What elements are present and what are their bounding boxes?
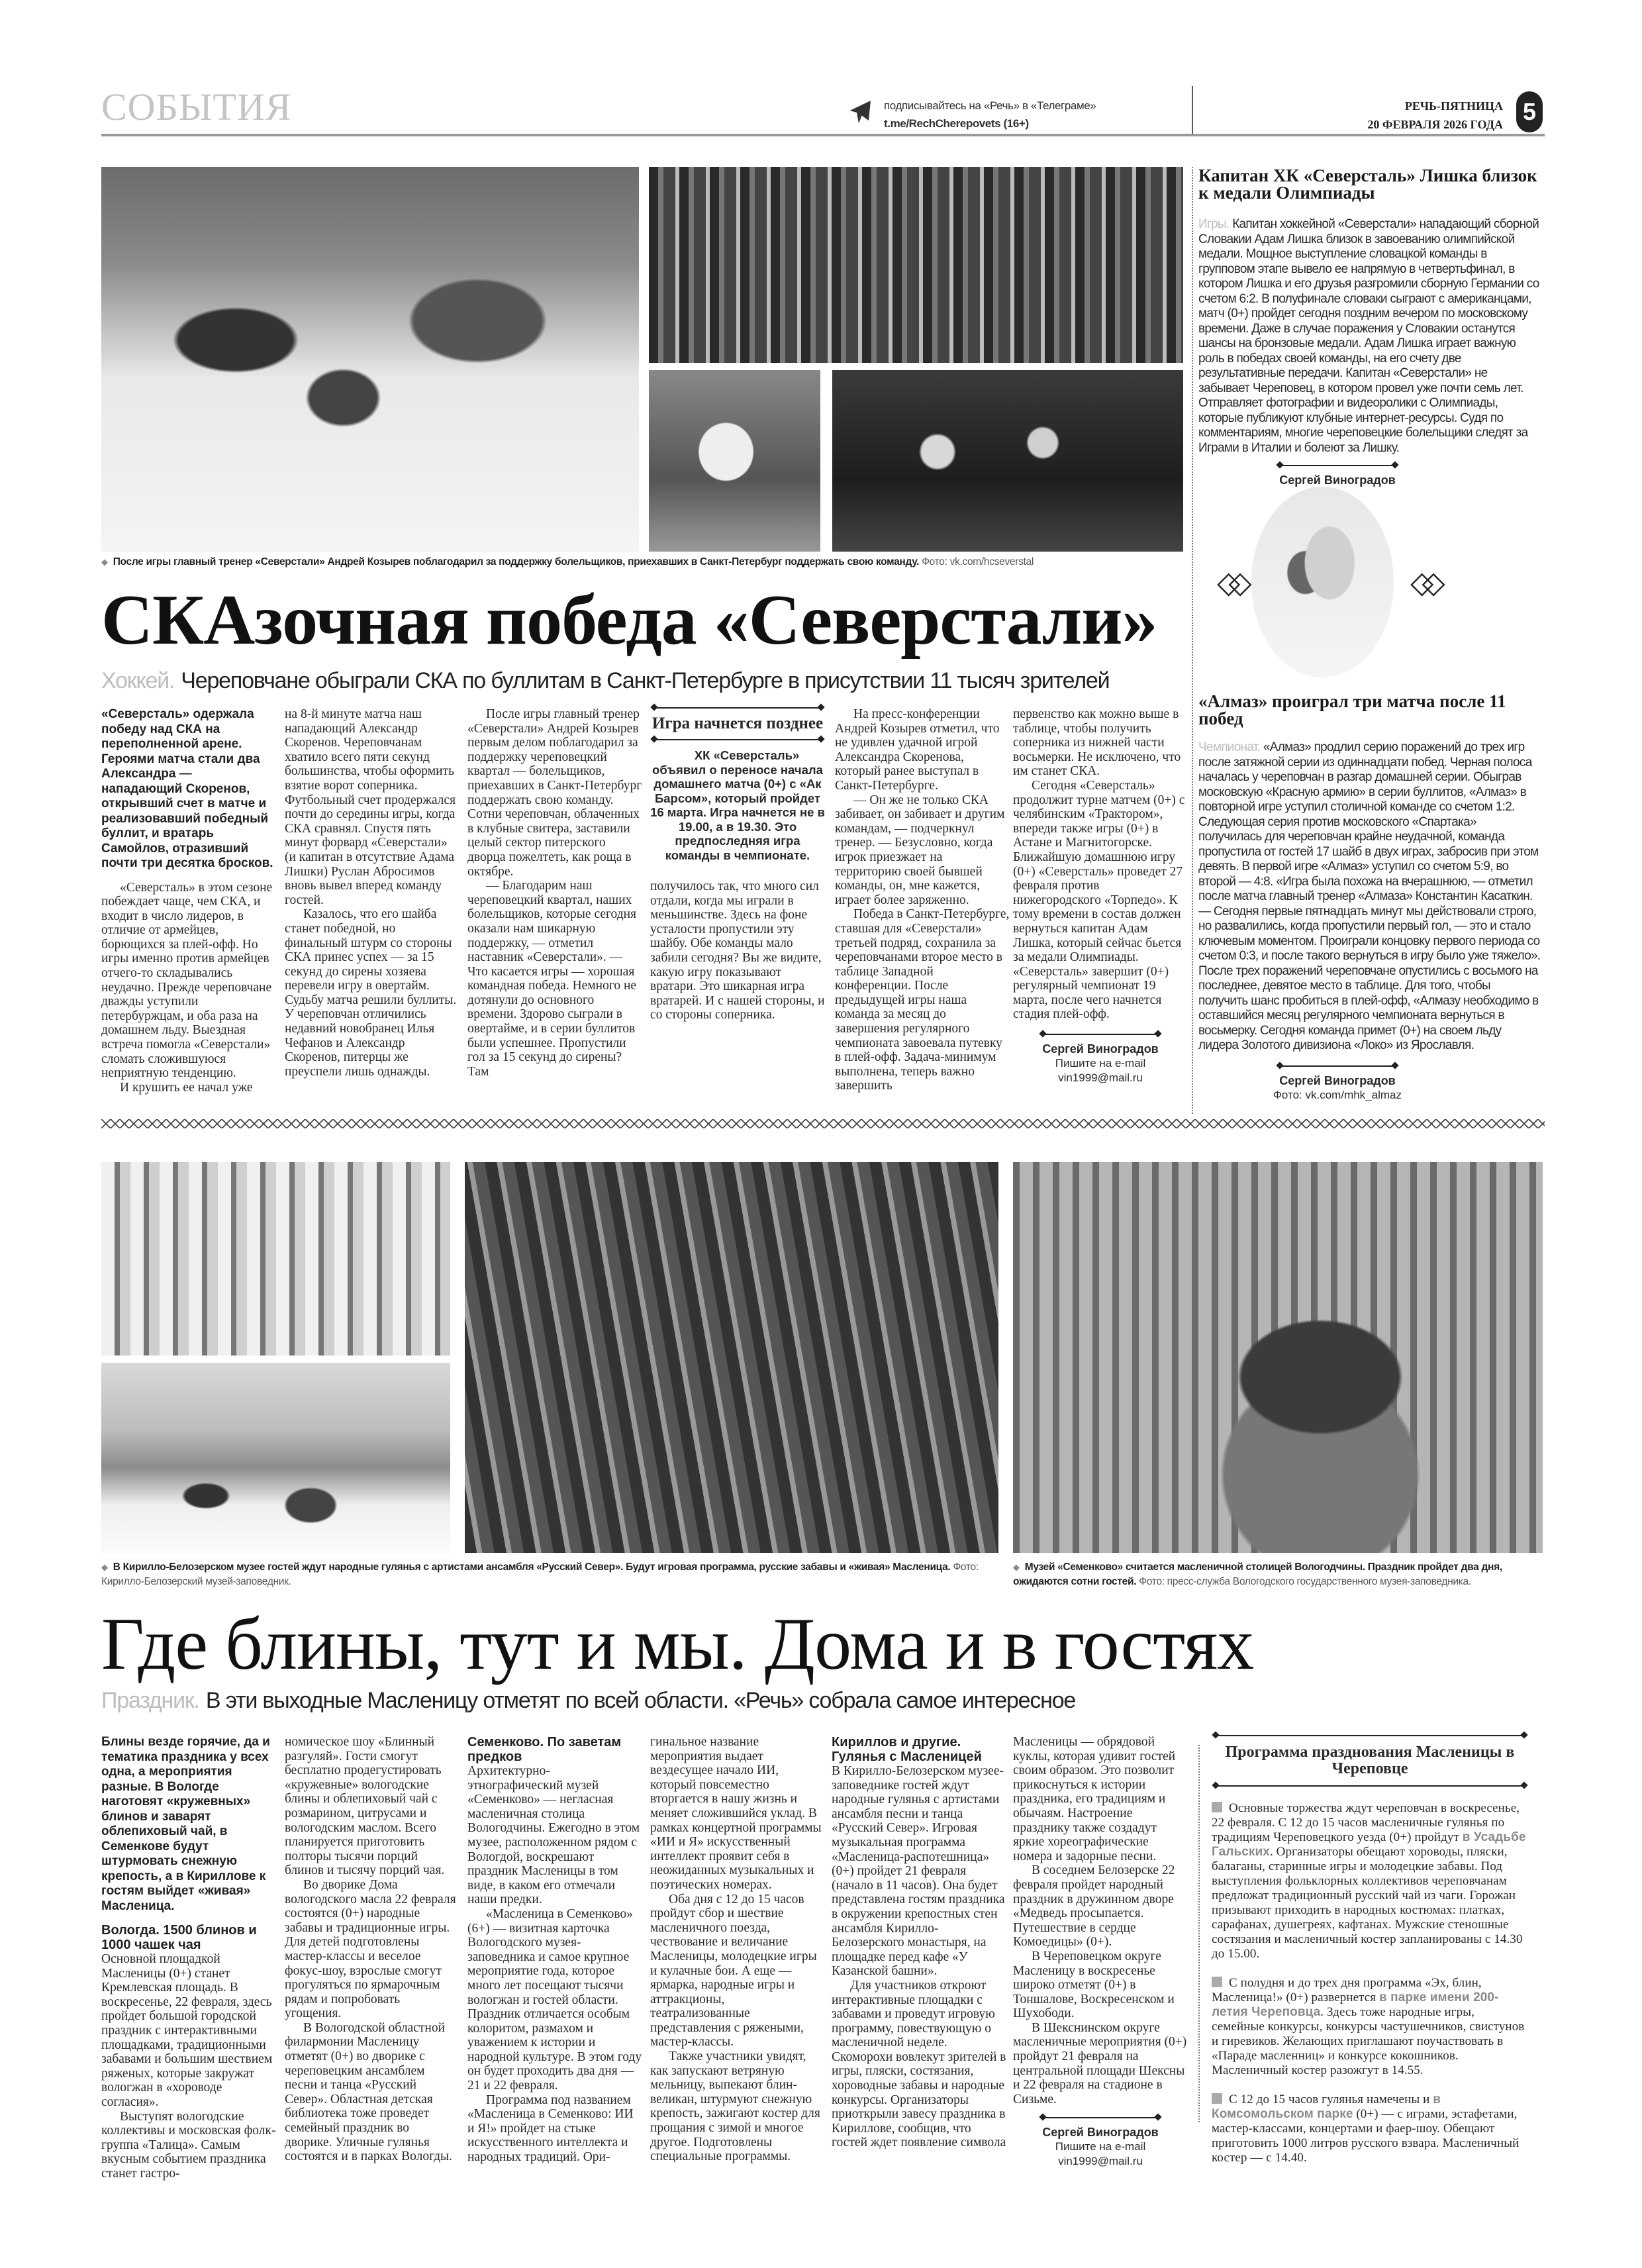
column-divider: [1192, 167, 1193, 1114]
author-name: Сергей Виноградов: [1042, 2126, 1159, 2140]
photo-maslenitsa-effigy: [1013, 1162, 1543, 1553]
paragraph: Оба дня с 12 до 15 часов пройдут сбор и шествие масленичного поезда, чествование и величание Масленицы, молодецкие игры и кулачные бои. А еще — ярмарка, народные игры и аттракционы, театрализованные представления с ряжеными, мастер-классы.: [650, 1892, 817, 2049]
article-column: [467, 707, 642, 1079]
item-text: . Здесь тоже народные игры, семейные конкурсы, конкурсы частушечников, свистунов и гиревиков. Желающих приглашают поучаствовать в «Параде масленниц» и конкурсе кокошников. Масленичный костер разожгут в 14.55.: [1212, 2005, 1525, 2077]
byline: [1013, 2117, 1188, 2169]
news-brief-lishka: [1198, 167, 1541, 487]
article-column: [285, 707, 459, 1079]
sidebar-text: ХК «Северсталь» объявил о переносе начала домашнего матча (0+) с «Ак Барсом», который пройдет 16 марта. Игра начнется не в 19.00, а в 19.30. Это предпоследняя игра команды в чемпионате.: [650, 748, 825, 862]
paragraph: Выступят вологодские коллективы и московская фолк-группа «Талица». Самым вкусным событием праздника станет гастро-: [101, 2109, 276, 2181]
issue-info: [1367, 97, 1503, 134]
diamond-icon: ◆: [1013, 1562, 1020, 1572]
section-subtitle: Кириллов и другие. Гулянья с Масленицей: [832, 1735, 982, 1764]
ornament-rule: [655, 739, 820, 740]
diamond-icon: ◆: [101, 557, 108, 567]
item-text: (0+) — с играми, эстафетами, мастер-классами, концертами и фаер-шоу. Обещают приготовить 1000 литров русского взвара. Масленичный костер — с 14.40.: [1212, 2107, 1520, 2165]
ornament-rule: [1044, 1034, 1157, 1035]
section-rubric: СОБЫТИЯ: [101, 85, 292, 128]
telegram-link[interactable]: t.me/RechCherepovets (16+): [884, 117, 1029, 130]
photo-coach-bench: [832, 370, 1183, 552]
caption-text: После игры главный тренер «Северстали» Андрей Козырев поблагодарил за поддержку болельщиков, приехавших в Санкт-Петербург поддержать свою команду.: [113, 556, 920, 567]
header-divider: [1192, 86, 1193, 136]
square-bullet-icon: [1212, 2093, 1222, 2104]
subheadline-hockey: [101, 667, 1109, 694]
photo-credit: Фото: vk.com/mhk_almaz: [1273, 1088, 1402, 1101]
brief-text: [1198, 217, 1541, 456]
photo-caption: [101, 555, 1187, 569]
item-venue: в парке имени 200-летия Череповца: [1212, 1991, 1499, 2019]
byline: [1198, 1065, 1476, 1103]
article-column: [1013, 707, 1188, 1085]
telegram-promo-text: подписывайтесь на «Речь» в «Телеграме»: [884, 99, 1096, 112]
item-venue: в Усадьбе Гальских: [1212, 1830, 1526, 1859]
ornament-rule: [1217, 1785, 1523, 1787]
caption-text: В Кирилло-Белозерском музее гостей ждут народные гулянья с артистами ансамбля «Русский Север». Будут игровая программа, русские забавы и «живая» Масленица.: [113, 1561, 951, 1573]
article-column: [1013, 1735, 1188, 2169]
article-column: [650, 1735, 825, 2164]
photo-kirillov-monastery: [101, 1363, 450, 1553]
program-item: [1212, 2093, 1528, 2165]
headline-maslenitsa: Где блины, тут и мы. Дома и в гостях: [101, 1603, 1254, 1685]
issue-date: 20 ФЕВРАЛЯ 2026 ГОДА: [1367, 118, 1503, 131]
paragraph: И крушить ее начал уже: [120, 1080, 253, 1095]
photo-credit: Фото: Кирилло-Белозерский музей-заповедник.: [101, 1561, 979, 1587]
brief-headline: Капитан ХК «Северсталь» Лишка близок к медали Олимпиады: [1198, 166, 1537, 203]
item-text: . Организаторы обещают хороводы, пляски, балаганы, старинные игры и молодецкие забавы. Под выступления фольклорных коллективов череповчанам предложат традиционный русский чай из чаги. Горожан призывают приходить в народных костюмах: платках, сарафанах, душегреях, кафтанах. Мужские стеношные состязания и масленичный костер запланированы с 14.30 до 15.00.: [1212, 1845, 1523, 1961]
column-divider: [1198, 1745, 1200, 2122]
brief-text: [1198, 740, 1541, 1054]
author-name: Сергей Виноградов: [1279, 1073, 1396, 1087]
headline-hockey: СКАзочная победа «Северстали»: [101, 581, 1157, 660]
sidebar-title: Игра начнется позднее: [652, 715, 824, 732]
photo-hockey-game: [101, 167, 639, 552]
paragraph: В Вологодской областной филармонии Масленицу отметят (0+) во дворике с череповецким ансамблем песни и танца «Русский Север». Областная детская библиотека тоже проведет семейный праздник во дворике. Уличные гулянья состоятся и в парках Вологды.: [285, 2020, 453, 2164]
paragraph: «Северсталь» в этом сезоне побеждает чаще, чем СКА, и входит в число лидеров, в отличие от армейцев, борющихся за плей-офф. Но игры именно против армейцев отчего-то складывались неудачно. Прежде череповчане дважды уступили петербуржцам, и оба раза на домашнем льду. Выездная встреча помогла «Северстали» сломать сложившуюся неприятную тенденцию.: [101, 880, 273, 1081]
article-column: [467, 1735, 642, 2165]
paragraph: Сегодня «Северсталь» продолжит турне матчем (0+) с челябинским «Трактором», впереди также игры (0+) в Астане и Магнитогорске. Ближайшую домашнюю игру (0+) «Северсталь» проведет 27 февраля против нижегородского «Торпедо». К тому времени в состав должен вернуться капитан Адам Лишка, который сейчас бьется за медали Олимпиады. «Северсталь» завершит (0+) регулярный чемпионат 19 марта, после чего начнется стадия плей-офф.: [1013, 778, 1185, 1022]
telegram-promo: [884, 97, 1096, 132]
rubric-label: Чемпионат.: [1198, 740, 1261, 754]
photo-almaz-players: [1251, 487, 1394, 677]
square-bullet-icon: [1212, 1977, 1222, 1987]
paragraph: После игры главный тренер «Северстали» Андрей Козырев первым делом поблагодарил за поддержку череповецкий квартал — болельщиков, приехавших в Санкт-Петербург поддержать свою команду. Сотни череповчан, облаченных в клубные свитера, заставили целый сектор питерского дворца пожелтеть, как роща в октябре.: [467, 707, 642, 879]
photo-caption: [1013, 1560, 1543, 1589]
paragraph: В Кирилло-Белозерском музее-заповеднике гостей ждут народные гулянья с артистами ансамбля песни и танца «Русский Север». Игровая музыкальная программа «Масленица-распотешница» (0+) пройдет 21 февраля (начало в 11 часов). Она будет представлена гостям праздника в окружении крепостных стен ансамбля Кирилло-Белозерского монастыря, на площадке перед кафе «У Казанской башни».: [832, 1764, 1005, 1979]
paragraph: Масленицы — обрядовой куклы, которая удивит гостей своим образом. Это позволит прикоснуться к истории праздника, его традициям и обычаям. Настроение празднику также создадут яркие хореографические номера и задорные песни.: [1013, 1735, 1176, 1863]
item-text: С полудня и до трех дня программа «Эх, блин, Масленица!» (0+) развернется: [1212, 1976, 1482, 2004]
paragraph: — Благодарим наш череповецкий квартал, наших болельщиков, которые сегодня оказали нам шикарную поддержку, — отметил наставник «Северстали». — Что касается игры — хорошая командная победа. Немного не дотянули до основного времени. Здорово сыграли в овертайме, и в серии буллитов были успешнее. Пропустили гол за 15 секунд до сирены? Там: [467, 879, 637, 1079]
paragraph: — Он же не только СКА забивает, он забивает и другим командам, — подчеркнул тренер. — Безусловно, когда игрок приезжает на территорию своей бывшей команды, он, мне кажется, играет более заряженно.: [835, 793, 1005, 907]
author-name: Сергей Виноградов: [1042, 1042, 1159, 1056]
paragraph: «Масленица в Семенково» (6+) — визитная карточка Вологодского музея-заповедника и самое крупное мероприятие года, которое много лет посещают тысячи вологжан и гостей области. Праздник отличается особым колоритом, размахом и уважением к истории и народной культуре. В этом году он будет проходить два дня — 21 и 22 февраля.: [467, 1906, 642, 2093]
paragraph: Основной площадкой Масленицы (0+) станет Кремлевская площадь. В воскресенье, 22 февраля, здесь пройдет большой городской праздник с интерактивными площадками, традиционными забавами и большим шествием ряженых, которые закружат вологжан в «хороводе согласия».: [101, 1952, 273, 2109]
section-subtitle: Вологда. 1500 блинов и 1000 чашек чая: [101, 1923, 257, 1952]
paragraph: номическое шоу «Блинный разгуляй». Гости смогут бесплатно продегустировать «кружевные» вологодские блины и облепиховый чай с розмарином, цитрусами и вологодским маслом. Всего планируется приготовить полторы тысячи порций блинов и тысячу порций чая.: [285, 1735, 445, 1878]
item-text: С 12 до 15 часов гулянья намечены и: [1229, 2093, 1433, 2106]
article-column: [101, 1735, 276, 2181]
diamond-ornament-icon: ◇◇: [1410, 564, 1433, 600]
page-number: 5: [1516, 91, 1543, 132]
paragraph: получилось так, что много сил отдали, когда мы играли в меньшинстве. Здесь на фоне усталости пропустили эту шайбу. Обе команды мало забили сегодня? Вы же видите, какую игру показывают вратари. Это шикарная игра вратарей. И с нашей стороны, и со стороны соперника.: [650, 879, 825, 1022]
subheadline-text: В эти выходные Масленицу отметят по всей области. «Речь» собрала самое интересное: [205, 1688, 1076, 1713]
item-text: Основные торжества ждут череповчан в воскресенье, 22 февраля. С 12 до 15 часов масленичные гулянья по традициям Череповецкого уезда (0+) пройдут: [1212, 1801, 1520, 1844]
article-column: [285, 1735, 459, 2164]
byline: [1013, 1034, 1188, 1085]
paragraph: В Шекснинском округе масленичные мероприятия (0+) пройдут 21 февраля на центральной площади Шексны и 22 февраля на стадионе в Сизьме.: [1013, 2020, 1187, 2106]
photo-kirillov-dancers: [101, 1162, 450, 1356]
ornament-rule: [1044, 2117, 1157, 2118]
photo-caption: [101, 1560, 998, 1589]
author-email[interactable]: vin1999@mail.ru: [1058, 1071, 1143, 1085]
photo-players: [649, 370, 820, 552]
column-text: [1013, 1735, 1188, 2106]
photo-fans: [649, 167, 1183, 363]
subheadline-text: Череповчане обыграли СКА по буллитам в Санкт-Петербурге в присутствии 11 тысяч зрителей: [181, 668, 1110, 693]
square-bullet-icon: [1212, 1802, 1222, 1812]
brief-body: Капитан хоккейной «Северстали» нападающий сборной Словакии Адам Лишка близок в завоеванию олимпийской медали. Мощное выступление словацкой команды в групповом этапе вывело ее напрямую в четвертьфинал, в котором Лишка и его друзья разгромили сборную Германии со счетом 6:2. В полуфинале словаки сыграют с американцами, матч (0+) пройдет сегодня поздним вечером по московскому времени. Даже в случае поражения у Словакии останутся шансы на бронзовые медали. Адам Лишка играет важную роль в победах своей команды, на его счету две результативные передачи. Капитан «Северстали» не забывает Череповец, в котором провел уже почти семь лет. Отправляет фотографии и видеоролики с Олимпиады, которые публикуют клубные интернет-ресурсы. Судя по комментариям, многие череповецкие болельщики следят за Играми в Италии и болеют за Лишку.: [1198, 217, 1539, 455]
author-name: Сергей Виноградов: [1279, 473, 1396, 487]
paragraph: Казалось, что его шайба станет победной, но финальный штурм со стороны СКА принес успех — за 15 секунд до сирены хозяева перевели игру в овертайм. Судьбу матча решили буллиты. У череповчан отличились недавний новобранец Илья Чефанов и Александр Скоренов, питерцы же преуспели лишь однажды.: [285, 907, 457, 1079]
paragraph: В Череповецком округе Масленицу в воскресенье широко отметят (0+) в Тоншалове, Воскресенском и Шухободи.: [1013, 1949, 1175, 2021]
paragraph: На пресс-конференции Андрей Козырев отметил, что не удивлен удачной игрой Александра Скоренова, который ранее выступал в Санкт-Петербурге.: [835, 707, 1000, 793]
program-box: [1212, 1735, 1528, 2165]
program-item: [1212, 1976, 1528, 2078]
column-continuation: [650, 879, 825, 1022]
paragraph: Программа под названием «Масленица в Семенково: ИИ и Я!» пройдет на стыке искусственного интеллекта и народных традиций. Ори-: [467, 2093, 634, 2165]
program-title: Программа празднования Масленицы в Череповце: [1225, 1744, 1515, 1777]
brief-headline: «Алмаз» проиграл три матча после 11 побед: [1198, 691, 1506, 728]
paragraph: гинальное название мероприятия выдает вездесущее начало ИИ, который повсеместно вторгается в нашу жизнь и меняет сложившийся уклад. В рамках концертной программы «ИИ и Я» искусственный интеллект проявит себя в неожиданных музыкальных и поэтических номерах.: [650, 1735, 822, 1892]
paragraph: Победа в Санкт-Петербурге, ставшая для «Северстали» третьей подряд, сохранила за череповчанами второе место в таблице Западной конференции. После предыдущей игры наша команда за месяц до завершения регулярного чемпионата завоевала путевку в плей-офф. Задача-минимум выполнена, теперь важно завершить: [835, 907, 1010, 1093]
diamond-icon: ◆: [101, 1562, 108, 1572]
header-rule: [101, 134, 1545, 136]
ornament-rule: [1281, 465, 1394, 466]
author-email[interactable]: vin1999@mail.ru: [1058, 2155, 1143, 2168]
contact-label: Пишите на e-mail: [1055, 1057, 1146, 1070]
rubric-label: Игры.: [1198, 217, 1230, 231]
program-item: [1212, 1801, 1528, 1961]
column-text: [1013, 707, 1188, 1022]
photo-credit: Фото: пресс-служба Вологодского государственного музея-заповедника.: [1139, 1576, 1471, 1587]
item-venue: в Комсомольском парке: [1212, 2093, 1441, 2121]
news-brief-almaz: [1198, 693, 1541, 1103]
paragraph: Архитектурно-этнографический музей «Семенково» — негласная масленичная столица Вологодчины. Ежегодно в этом музее, расположенном рядом с Вологдой, воскрешают праздник Масленицы в том виде, в каком его отмечали наши предки.: [467, 1764, 640, 1907]
section-subtitle: Семенково. По заветам предков: [467, 1735, 622, 1764]
ornament-rule: [1217, 1735, 1523, 1736]
paragraph: первенство как можно выше в таблице, чтобы получить соперника из нижней части восьмерки. Не исключено, что им станет СКА.: [1013, 707, 1181, 779]
article-lead: «Северсталь» одержала победу над СКА на переполненной арене. Героями матча стали два Александра — нападающий Скоренов, открывший счет в матче и реализовавший победный буллит, и вратарь Самойлов, отразивший почти три десятка бросков.: [101, 707, 273, 870]
article-column: [101, 707, 276, 1095]
brief-body: «Алмаз» продлил серию поражений до трех игр после затяжной серии из одиннадцати побед. Черная полоса началась у череповчан в разгар домашней серии. Обыграв московскую «Красную армию» в серии буллитов, «Алмаз» в повторной игре уступил столичной команде со счетом 1:2. Следующая серия против московского «Спартака» получилась для череповчан крайне неудачной, команда пропустила от гостей 17 шайб в двух играх, забросив при этом девять. В первой игре «Алмаз» уступил со счетом 5:9, во второй — 4:8. «Игра была похожа на вчерашнюю, — отметил после матча главный тренер «Алмаза» Константин Касаткин. — Сегодня первые пятнадцать минут мы действовали строго, но развалились, когда пропустили первый гол, — это и стало ключевым моментом. Проиграли концовку первого периода со счетом 0:3, и после такого вернуться в игру было уже тяжело». После трех поражений череповчане опустились с восьмого на последнее, девятое место в таблице. Для того, чтобы получить шанс пробиться в плей-офф, «Алмазу необходимо в оставшийся месяц регулярного чемпионата вернуться в восьмерку. Сегодня команда примет (0+) на своем льду лидера Золотого дивизиона «Локо» из Ярославля.: [1198, 740, 1541, 1052]
photo-credit: Фото: vk.com/hcseverstal: [922, 556, 1034, 567]
contact-label: Пишите на e-mail: [1055, 2140, 1146, 2153]
paragraph: на 8-й минуте матча наш нападающий Александр Скоренов. Череповчанам хватило всего пяти секунд большинства, чтобы оформить взятие ворот соперника. Футбольный счет продержался почти до середины игры, когда СКА сравнял. Спустя пять минут форвард «Северстали» (и капитан в отсутствие Адама Лишки) Руслан Абросимов вновь вывел вперед команду гостей.: [285, 707, 456, 907]
telegram-icon: [849, 99, 873, 126]
caption-text: Музей «Семенково» считается масленичной столицей Вологодчины. Праздник пройдет два дня, ожидаются сотни гостей.: [1013, 1561, 1502, 1587]
article-column: [650, 707, 825, 1022]
paragraph: Также участники увидят, как запускают ветряную мельницу, выпекают блин-великан, штурмуют снежную крепость, зажигают костер для прощания с зимой и многое другое. Подготовлены специальные программы.: [650, 2049, 820, 2164]
rubric-label: Хоккей.: [101, 668, 175, 693]
article-column: [832, 1735, 1006, 2150]
paragraph: В соседнем Белозерске 22 февраля пройдет народный праздник в дружинном дворе «Медведь просыпается. Путешествие в сердце Комоедицы» (0+).: [1013, 1863, 1175, 1949]
article-lead: Блины везде горячие, да и тематика праздника у всех одна, а мероприятия разные. В Вологде наготовят «кружевных» блинов и заварят облепиховый чай, в Семенкове будут штурмовать снежную крепость, а в Кириллове к гостям выйдет «живая» Масленица.: [101, 1735, 270, 1913]
paper-name: РЕЧЬ-ПЯТНИЦА: [1404, 99, 1503, 113]
program-list: [1212, 1801, 1528, 2165]
ornament-rule: [655, 707, 820, 709]
ornament-rule: [1281, 1065, 1394, 1067]
byline: [1198, 465, 1476, 487]
section-separator: [101, 1119, 1545, 1128]
sidebar-box: [650, 707, 825, 862]
subheadline-maslenitsa: [101, 1687, 1075, 1714]
rubric-label: Праздник.: [101, 1688, 199, 1713]
photo-semenkovo-celebration: [465, 1162, 998, 1553]
paragraph: Во дворике Дома вологодского масла 22 февраля состоятся (0+) народные забавы и традиционные игры. Для детей подготовлены мастер-классы и веселое фокус-шоу, взрослые смогут прогуляться по ярмарочным рядам и попробовать угощения.: [285, 1877, 456, 2021]
diamond-ornament-icon: ◇◇: [1217, 564, 1240, 600]
article-column: [835, 707, 1010, 1093]
paragraph: Для участников откроют интерактивные площадки с забавами и проведут игровую программу, повествующую о масленичной неделе. Скоморохи вовлекут зрителей в игры, пляски, состязания, хороводные забавы и народные конкурсы. Организаторы приоткрыли завесу праздника в Кириллове, сообщив, что гостей ждет появление символа: [832, 1978, 1006, 2150]
